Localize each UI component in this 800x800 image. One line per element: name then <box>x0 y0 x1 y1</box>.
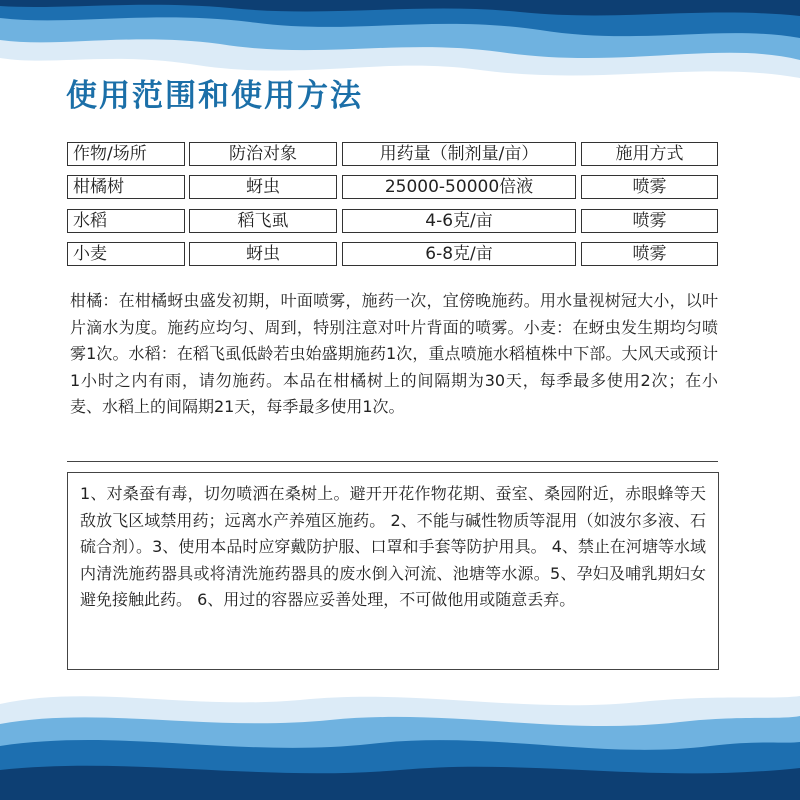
table-cell-target: 稻飞虱 <box>189 209 337 233</box>
precautions-box <box>67 472 719 670</box>
table-cell-crop: 柑橘树 <box>67 175 185 199</box>
table-header-method: 施用方式 <box>581 142 718 166</box>
table-header-crop: 作物/场所 <box>67 142 185 166</box>
table-cell-method: 喷雾 <box>581 242 718 266</box>
precautions-text: 1、对桑蚕有毒，切勿喷洒在桑树上。避开开花作物花期、蚕室、桑园附近，赤眼蜂等天敌放飞区域禁用药；远离水产养殖区施药。 2、不能与碱性物质等混用（如波尔多液、石硫合剂）。3、使用本品时应穿戴防护服、口罩和手套等防护用具。 4、禁止在河塘等水域内清洗施药器具或将清洗施药器具的废水倒入河流、池塘等水源。5、孕妇及哺乳期妇女避免接触此药。 6、用过的容器应妥善处理，不可做他用或随意丢弃。 <box>80 484 706 609</box>
table-cell-dosage: 25000-50000倍液 <box>342 175 576 199</box>
section-divider <box>67 461 718 462</box>
table-cell-crop: 小麦 <box>67 242 185 266</box>
bottom-wave-decoration <box>0 680 800 800</box>
usage-instructions: 柑橘：在柑橘蚜虫盛发初期，叶面喷雾，施药一次，宜傍晚施药。用水量视树冠大小，以叶片滴水为度。施药应均匀、周到，特别注意对叶片背面的喷雾。小麦：在蚜虫发生期均匀喷雾1次。水稻：在稻飞虱低龄若虫始盛期施药1次，重点喷施水稻植株中下部。大风天或预计1小时之内有雨，请勿施药。本品在柑橘树上的间隔期为30天，每季最多使用2次；在小麦、水稻上的间隔期21天，每季最多使用1次。 <box>70 291 718 416</box>
table-cell-dosage: 4-6克/亩 <box>342 209 576 233</box>
page-title: 使用范围和使用方法 <box>66 78 363 114</box>
table-header-dosage: 用药量（制剂量/亩） <box>342 142 576 166</box>
table-header-target: 防治对象 <box>189 142 337 166</box>
table-cell-method: 喷雾 <box>581 175 718 199</box>
table-cell-method: 喷雾 <box>581 209 718 233</box>
table-cell-crop: 水稻 <box>67 209 185 233</box>
table-cell-target: 蚜虫 <box>189 175 337 199</box>
table-cell-dosage: 6-8克/亩 <box>342 242 576 266</box>
table-cell-target: 蚜虫 <box>189 242 337 266</box>
